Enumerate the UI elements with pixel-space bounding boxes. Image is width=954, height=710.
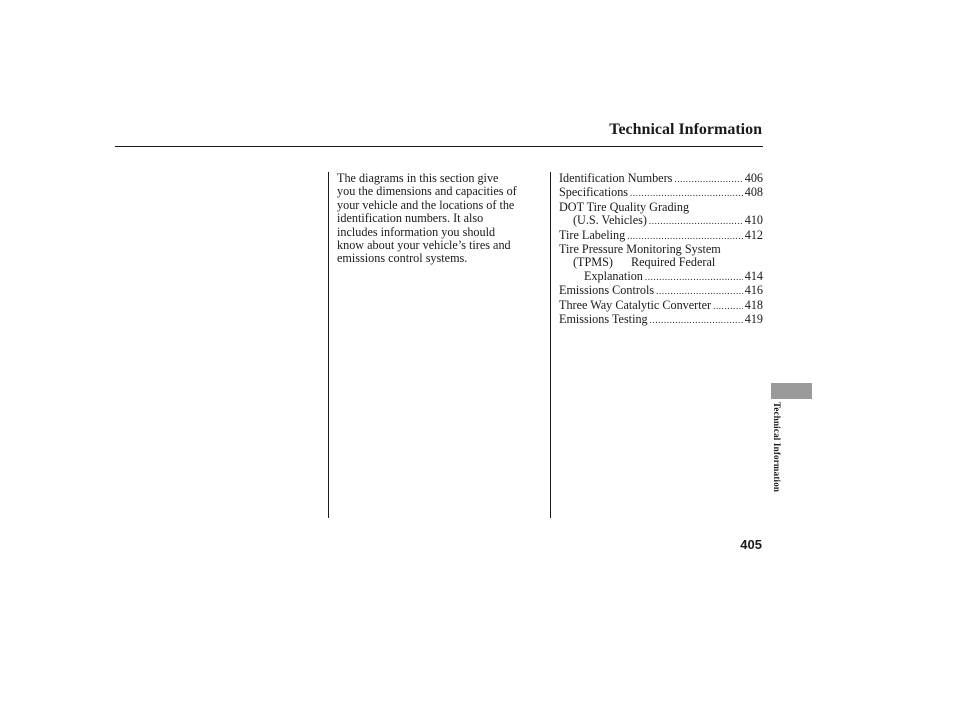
toc-item-tpms-explanation[interactable] bbox=[559, 270, 763, 284]
toc-item-title: Emissions Controls bbox=[559, 283, 655, 298]
column-divider-left bbox=[328, 172, 329, 518]
toc-item-title-continuation: Required Federal bbox=[630, 255, 716, 270]
toc-item-title: Tire Labeling bbox=[559, 227, 626, 242]
toc-item-title: Tire Pressure Monitoring System bbox=[559, 242, 721, 257]
toc-item-page: 419 bbox=[744, 312, 763, 327]
toc-item-identification-numbers[interactable] bbox=[559, 172, 763, 186]
toc-item-tpms-cont[interactable] bbox=[559, 256, 763, 269]
toc-item-page: 410 bbox=[744, 213, 763, 228]
toc-item-emissions-testing[interactable] bbox=[559, 313, 763, 327]
column-divider-right bbox=[550, 172, 551, 518]
toc-item-dot-tire-quality-grading[interactable] bbox=[559, 201, 763, 214]
intro-paragraph bbox=[337, 172, 543, 266]
toc-item-emissions-controls[interactable] bbox=[559, 284, 763, 298]
toc-item-specifications[interactable] bbox=[559, 186, 763, 200]
header-rule bbox=[115, 146, 763, 147]
toc-item-title-continuation: (U.S. Vehicles) bbox=[573, 213, 647, 228]
toc-item-three-way-catalytic-converter[interactable] bbox=[559, 299, 763, 313]
toc-item-page: 412 bbox=[744, 227, 763, 242]
dot-leader bbox=[713, 300, 743, 313]
toc-item-title: Three Way Catalytic Converter bbox=[559, 297, 712, 312]
toc-item-dot-tire-quality-grading-cont[interactable] bbox=[559, 214, 763, 228]
toc-item-tpms[interactable] bbox=[559, 243, 763, 256]
toc-item-title-continuation: (TPMS) bbox=[573, 255, 613, 270]
toc-item-tire-labeling[interactable] bbox=[559, 229, 763, 243]
dot-leader bbox=[674, 173, 742, 186]
intro-line: The diagrams in this section give bbox=[337, 171, 499, 185]
toc-item-title-continuation: Explanation bbox=[584, 268, 643, 283]
section-tab-label: Technical Information bbox=[772, 402, 782, 493]
table-of-contents bbox=[559, 172, 763, 327]
toc-item-title: DOT Tire Quality Grading bbox=[559, 199, 690, 214]
toc-item-page: 416 bbox=[744, 283, 763, 298]
intro-line: know about your vehicle’s tires and bbox=[337, 238, 511, 253]
page-number: 405 bbox=[740, 537, 762, 552]
intro-line: includes information you should bbox=[337, 224, 496, 239]
dot-leader bbox=[650, 314, 743, 327]
intro-line: your vehicle and the locations of the bbox=[337, 197, 515, 212]
dot-leader bbox=[656, 285, 743, 298]
toc-item-page: 406 bbox=[744, 171, 763, 185]
toc-item-title: Emissions Testing bbox=[559, 312, 648, 327]
page-title: Technical Information bbox=[609, 121, 762, 138]
dot-leader bbox=[645, 271, 743, 284]
dot-leader bbox=[630, 187, 743, 200]
toc-item-title: Specifications bbox=[559, 185, 629, 200]
intro-line: emissions control systems. bbox=[337, 251, 468, 266]
toc-item-title: Identification Numbers bbox=[559, 171, 673, 185]
section-tab-marker[interactable] bbox=[771, 383, 812, 399]
intro-line: you the dimensions and capacities of bbox=[337, 184, 517, 199]
intro-line: identification numbers. It also bbox=[337, 211, 484, 226]
dot-leader bbox=[649, 215, 743, 228]
toc-item-page: 414 bbox=[744, 268, 763, 283]
toc-item-page: 418 bbox=[744, 297, 763, 312]
dot-leader bbox=[627, 230, 742, 243]
toc-item-page: 408 bbox=[744, 185, 763, 200]
